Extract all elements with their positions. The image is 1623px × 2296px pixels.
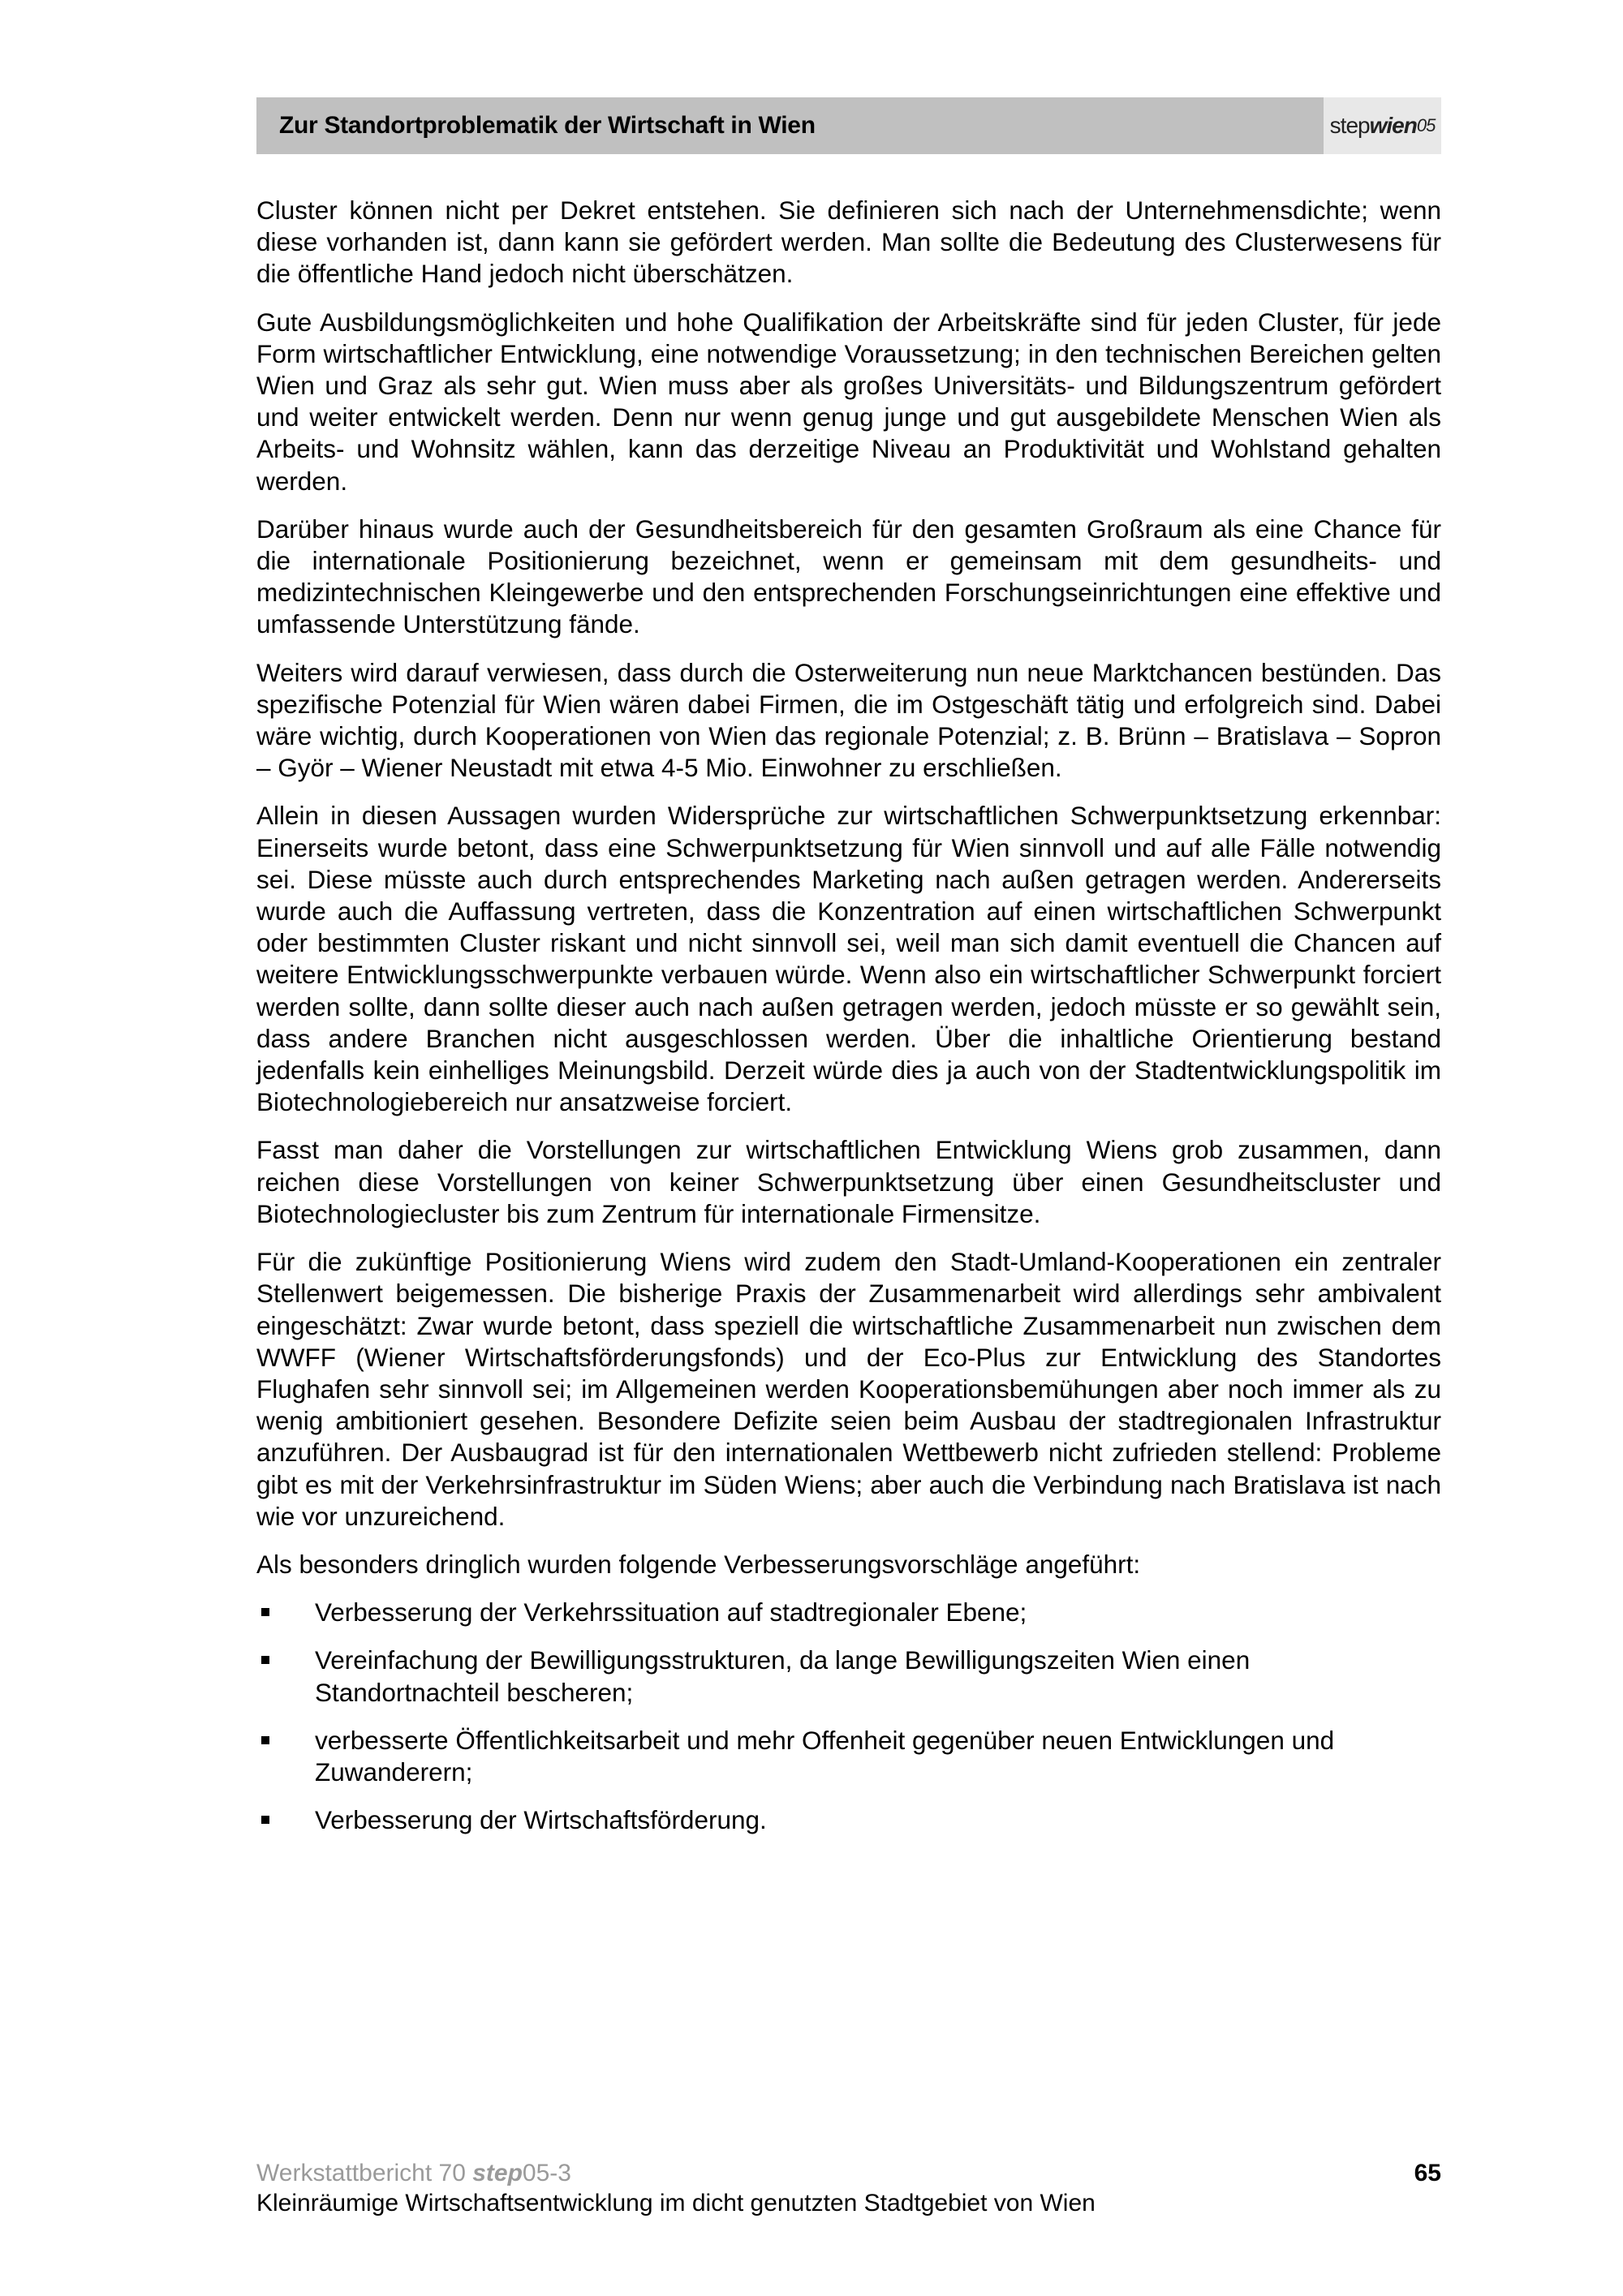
series-label <box>256 2158 1441 2188</box>
page-footer <box>256 2158 1441 2218</box>
series-prefix: Werkstattbericht 70 <box>256 2160 473 2186</box>
list-item <box>256 1804 1441 1836</box>
list-item <box>256 1597 1441 1628</box>
paragraph: Als besonders dringlich wurden folgende Verbesserungsvorschläge angeführt: <box>256 1549 1141 1579</box>
logo-text-year: 05 <box>1416 115 1436 135</box>
paragraph: Darüber hinaus wurde auch der Gesundheitsbereich für den gesamten Großraum als eine Chance für die internationale Positionierung bezeichnet, wenn er gemeinsam mit dem gesundheits- und medizintechnischen Kleingewerbe und den entsprechenden Forschungseinrichtungen eine effektive und umfassende Unterstützung fände. <box>256 514 1441 639</box>
paragraph: Cluster können nicht per Dekret entstehen. Sie definieren sich nach der Unternehmensdichte; wenn diese vorhanden ist, dann kann sie gefördert werden. Man sollte die Bedeutung des Clusterwesens für die öffentliche Hand jedoch nicht überschätzen. <box>256 196 1441 289</box>
square-bullet-icon <box>261 1656 269 1664</box>
list-item-text: Verbesserung der Verkehrssituation auf stadtregionaler Ebene; <box>315 1597 1027 1627</box>
list-item <box>256 1725 1441 1788</box>
header-title: Zur Standortproblematik der Wirtschaft in Wien <box>279 112 816 139</box>
logo-text-wien: wien <box>1369 113 1417 138</box>
bullet-list <box>256 1597 1441 1836</box>
page-number: 65 <box>1414 2160 1441 2186</box>
page-header <box>256 97 1441 154</box>
paragraph: Allein in diesen Aussagen wurden Widersprüche zur wirtschaftlichen Schwerpunktsetzung erkennbar: Einerseits wurde betont, dass eine Schwerpunktsetzung für Wien sinnvoll und auf alle Fälle notwendig sei. Diese müsste auch durch entsprechendes Marketing nach außen getragen werden. Andererseits wurde auch die Auffassung vertreten, dass die Konzentration auf einen wirtschaftlichen Schwerpunkt oder bestimmten Cluster riskant und nicht sinnvoll sei, weil man sich damit eventuell die Chancen auf weitere Entwicklungsschwerpunkte verbauen würde. Wenn also ein wirtschaftlicher Schwerpunkt forciert werden sollte, dann sollte dieser auch nach außen getragen werden, jedoch müsste er so gewählt sein, dass andere Branchen nicht ausgeschlossen werden. Über die inhaltliche Orientierung bestand jedenfalls kein einhelliges Meinungsbild. Derzeit würde dies ja auch von der Stadtentwicklungspolitik im Biotechnologiebereich nur ansatzweise forciert. <box>256 801 1441 1117</box>
series-suffix: 05-3 <box>522 2160 571 2186</box>
square-bullet-icon <box>261 1608 269 1616</box>
list-item <box>256 1645 1441 1708</box>
paragraph: Gute Ausbildungsmöglichkeiten und hohe Qualifikation der Arbeitskräfte sind für jeden Cluster, für jede Form wirtschaftlicher Entwicklung, eine notwendige Voraussetzung; in den technischen Bereichen gelten Wien und Graz als sehr gut. Wien muss aber als großes Universitäts- und Bildungszentrum gefördert und weiter entwickelt werden. Denn nur wenn genug junge und gut ausgebildete Menschen Wien als Arbeits- und Wohnsitz wählen, kann das derzeitige Niveau an Produktivität und Wohlstand gehalten werden. <box>256 307 1441 496</box>
square-bullet-icon <box>261 1736 269 1744</box>
step-wien-logo <box>1324 97 1441 154</box>
square-bullet-icon <box>261 1816 269 1824</box>
paragraph: Fasst man daher die Vorstellungen zur wirtschaftlichen Entwicklung Wiens grob zusammen, dann reichen diese Vorstellungen von keiner Schwerpunktsetzung über einen Gesundheitscluster und Biotechnologiecluster bis zum Zentrum für internationale Firmensitze. <box>256 1135 1441 1228</box>
list-item-text: Vereinfachung der Bewilligungsstrukturen, da lange Bewilligungszeiten Wien einen Standortnachteil bescheren; <box>315 1645 1251 1707</box>
logo-text-step: step <box>1329 113 1370 138</box>
body-text <box>256 195 1441 1852</box>
paragraph: Für die zukünftige Positionierung Wiens wird zudem den Stadt-Umland-Kooperationen ein zentraler Stellenwert beigemessen. Die bisherige Praxis der Zusammenarbeit wird allerdings sehr ambivalent eingeschätzt: Zwar wurde betont, dass speziell die wirtschaftliche Zusammenarbeit nun zwischen dem WWFF (Wiener Wirtschaftsförderungsfonds) und der Eco-Plus zur Entwicklung des Standortes Flughafen sehr sinnvoll sei; im Allgemeinen werden Kooperationsbemühungen aber noch immer als zu wenig ambitioniert gesehen. Besondere Defizite seien beim Ausbau der stadtregionalen Infrastruktur anzuführen. Der Ausbaugrad ist für den internationalen Wettbewerb nicht zufrieden stellend: Probleme gibt es mit der Verkehrsinfrastruktur im Süden Wiens; aber auch die Verbindung nach Bratislava ist nach wie vor unzureichend. <box>256 1247 1441 1531</box>
series-step: step <box>472 2160 523 2186</box>
footer-subtitle: Kleinräumige Wirtschaftsentwicklung im dicht genutzten Stadtgebiet von Wien <box>256 2190 1096 2216</box>
list-item-text: verbesserte Öffentlichkeitsarbeit und mehr Offenheit gegenüber neuen Entwicklungen und Zuwanderern; <box>315 1725 1335 1786</box>
paragraph: Weiters wird darauf verwiesen, dass durch die Osterweiterung nun neue Marktchancen bestünden. Das spezifische Potenzial für Wien wären dabei Firmen, die im Ostgeschäft tätig und erfolgreich sind. Dabei wäre wichtig, durch Kooperationen von Wien das regionale Potenzial; z. B. Brünn – Bratislava – Sopron – Györ – Wiener Neustadt mit etwa 4-5 Mio. Einwohner zu erschließen. <box>256 657 1441 783</box>
list-item-text: Verbesserung der Wirtschaftsförderung. <box>315 1805 767 1835</box>
